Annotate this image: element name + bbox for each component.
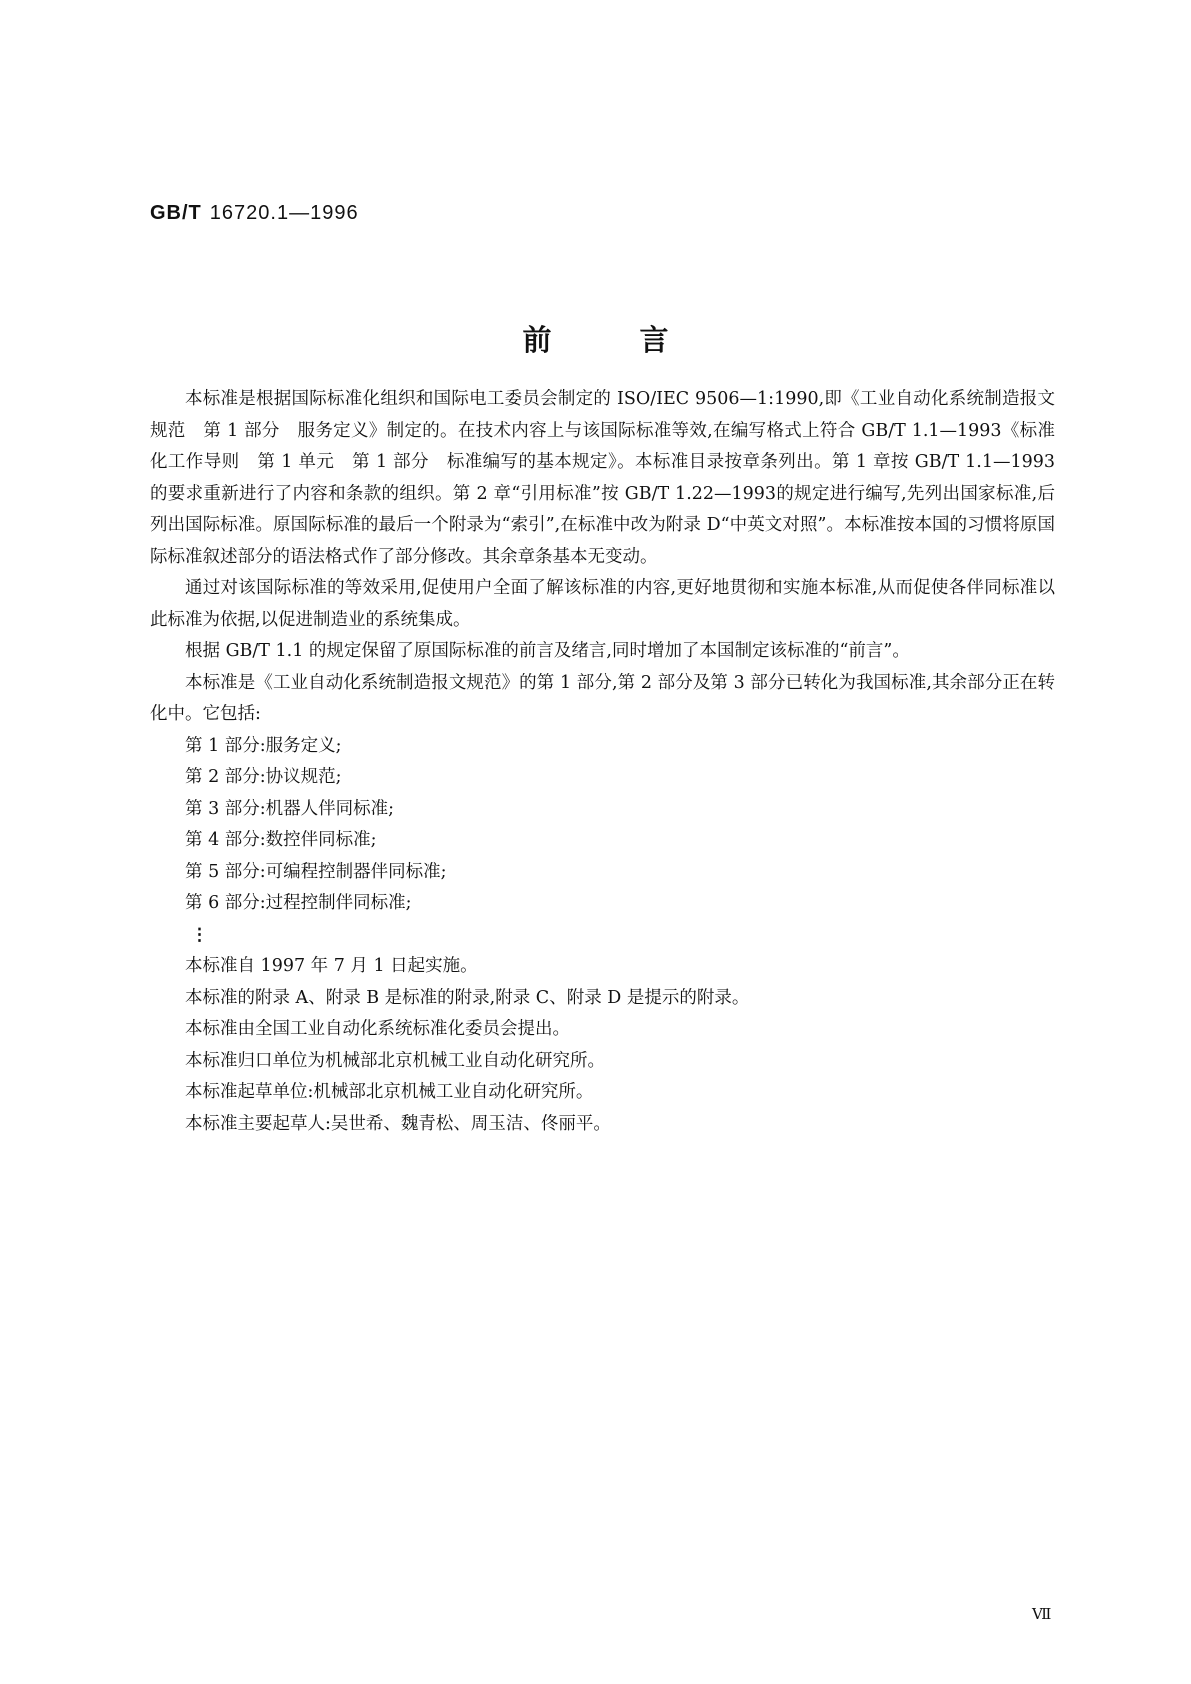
standard-code-prefix: GB/T bbox=[150, 202, 202, 224]
page-number: Ⅶ bbox=[1032, 1607, 1052, 1623]
paragraph-adoption: 本标准是根据国际标准化组织和国际电工委员会制定的 ISO/IEC 9506—1:1990,即《工业自动化系统制造报文规范 第 1 部分 服务定义》制定的。在技术内容上与该国际标准等效,在编写格式上符合 GB/T 1.1—1993《标准化工作导则 第 1 单元 第 1 部分 标准编写的基本规定》。本标准目录按章条列出。第 1 章按 GB/T 1.1—1993 的要求重新进行了内容和条款的组织。第 2 章“引用标准”按 GB/T 1.22—1993的规定进行编写,先列出国家标准,后列出国际标准。原国际标准的最后一个附录为“索引”,在标准中改为附录 D“中英文对照”。本标准按本国的习惯将原国际标准叙述部分的语法格式作了部分修改。其余章条基本无变动。 bbox=[150, 389, 1055, 567]
list-item-part-6: 第 6 部分:过程控制伴同标准; bbox=[185, 893, 412, 913]
list-item-part-5: 第 5 部分:可编程控制器伴同标准; bbox=[185, 861, 447, 882]
page-title: 前言 bbox=[522, 323, 757, 357]
paragraph-drafters: 本标准主要起草人:吴世希、魏青松、周玉洁、佟丽平。 bbox=[185, 1113, 611, 1134]
list-item-part-2: 第 2 部分:协议规范; bbox=[185, 767, 342, 787]
paragraph-parts-intro: 本标准是《工业自动化系统制造报文规范》的第 1 部分,第 2 部分及第 3 部分已转化为我国标准,其余部分正在转化中。它包括: bbox=[150, 672, 1055, 724]
paragraph-proposed-by: 本标准由全国工业自动化系统标准化委员会提出。 bbox=[185, 1019, 570, 1039]
paragraph-drafting-unit: 本标准起草单位:机械部北京机械工业自动化研究所。 bbox=[185, 1082, 594, 1102]
paragraph-purpose: 通过对该国际标准的等效采用,促使用户全面了解该标准的内容,更好地贯彻和实施本标准,从而促使各伴同标准以此标准为依据,以促进制造业的系统集成。 bbox=[150, 578, 1055, 630]
standard-code-number: 16720.1—1996 bbox=[209, 202, 359, 224]
vertical-ellipsis: ⋮ bbox=[191, 924, 208, 945]
paragraph-administered-by: 本标准归口单位为机械部北京机械工业自动化研究所。 bbox=[185, 1050, 605, 1071]
paragraph-appendices: 本标准的附录 A、附录 B 是标准的附录,附录 C、附录 D 是提示的附录。 bbox=[185, 987, 750, 1008]
list-item-part-3: 第 3 部分:机器人伴同标准; bbox=[185, 798, 395, 819]
list-item-part-4: 第 4 部分:数控伴同标准; bbox=[185, 830, 377, 850]
standard-code bbox=[150, 202, 359, 225]
paragraph-preface-note: 根据 GB/T 1.1 的规定保留了原国际标准的前言及绪言,同时增加了本国制定该标准的“前言”。 bbox=[185, 641, 910, 661]
foreword-body bbox=[150, 384, 1055, 1140]
paragraph-effective-date: 本标准自 1997 年 7 月 1 日起实施。 bbox=[185, 956, 478, 976]
list-item-part-1: 第 1 部分:服务定义; bbox=[185, 735, 342, 756]
